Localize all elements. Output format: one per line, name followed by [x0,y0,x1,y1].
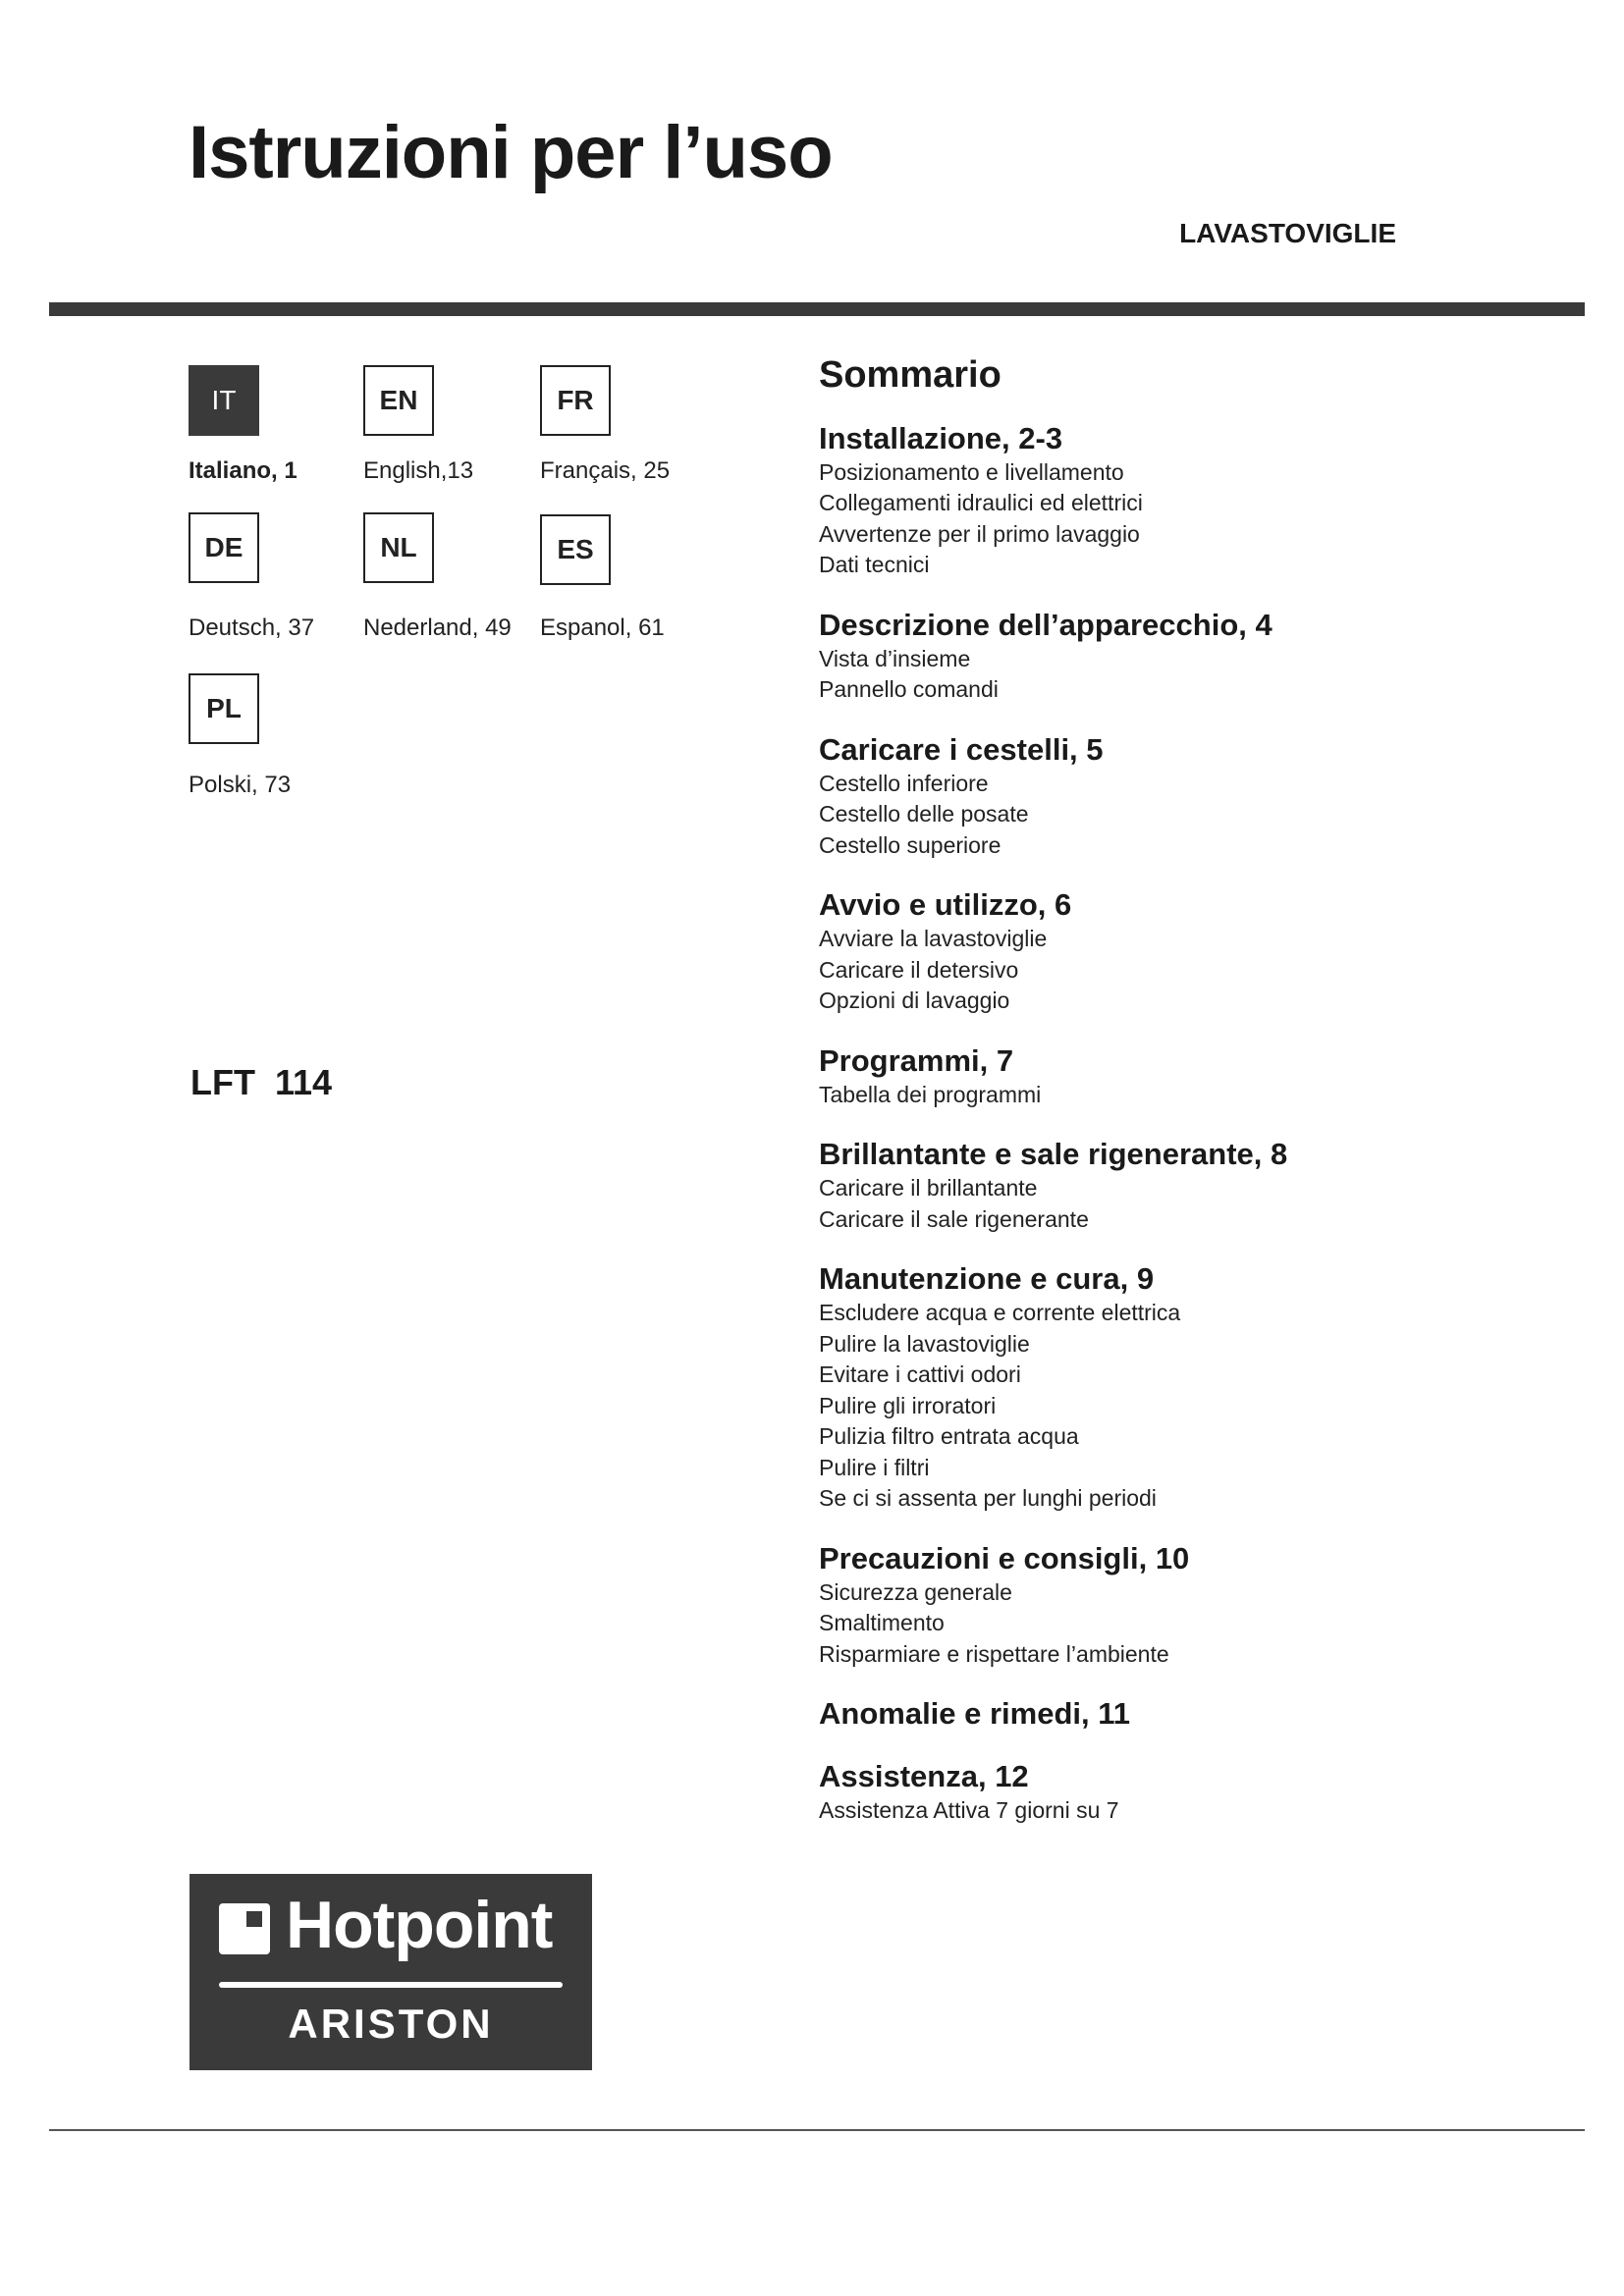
toc-section-title[interactable]: Manutenzione e cura, 9 [819,1261,1155,1297]
toc-section-programmi [819,1042,1565,1111]
toc-section-title[interactable]: Avvio e utilizzo, 6 [819,887,1072,923]
lang-box-de[interactable]: DE [189,512,259,583]
toc-item[interactable]: Risparmiare e rispettare l’ambiente [819,1640,1169,1667]
toc-item[interactable]: Avviare la lavastoviglie [819,926,1048,952]
toc-section-installazione [819,420,1565,581]
lang-label-fr[interactable]: Français, 25 [540,457,671,484]
lang-label-pl[interactable]: Polski, 73 [189,772,292,798]
logo-square-icon [219,1903,270,1954]
toc-item[interactable]: Posizionamento e livellamento [819,458,1124,485]
toc-section-title[interactable]: Brillantante e sale rigenerante, 8 [819,1137,1288,1172]
lang-box-es[interactable]: ES [540,514,611,585]
toc-item[interactable]: Pannello comandi [819,676,999,703]
table-of-contents [819,353,1565,1852]
toc-section-avvio [819,886,1565,1017]
toc-item[interactable]: Dati tecnici [819,552,930,578]
toc-item[interactable]: Caricare il detersivo [819,956,1019,983]
model-number: LFT 114 [190,1062,333,1102]
toc-section-assistenza [819,1758,1565,1827]
toc-item[interactable]: Pulire gli irroratori [819,1392,997,1418]
toc-item[interactable]: Collegamenti idraulici ed elettrici [819,490,1143,516]
bottom-divider [49,2129,1585,2131]
toc-item[interactable]: Cestello inferiore [819,770,989,796]
lang-box-pl[interactable]: PL [189,673,259,744]
logo-divider [219,1982,563,1988]
lang-label-en[interactable]: English,13 [363,457,474,484]
lang-box-fr[interactable]: FR [540,365,611,436]
toc-item[interactable]: Smaltimento [819,1610,945,1636]
toc-item[interactable]: Avvertenze per il primo lavaggio [819,520,1140,547]
toc-section-title[interactable]: Assistenza, 12 [819,1759,1029,1794]
toc-section-title[interactable]: Caricare i cestelli, 5 [819,731,1104,767]
toc-item[interactable]: Pulire i filtri [819,1454,930,1480]
lang-box-en[interactable]: EN [363,365,434,436]
toc-section-title[interactable]: Precauzioni e consigli, 10 [819,1540,1190,1575]
toc-heading: Sommario [819,354,1001,396]
logo-sub-text: ARISTON [288,2001,494,2047]
toc-item[interactable]: Caricare il brillantante [819,1175,1038,1201]
toc-item[interactable]: Assistenza Attiva 7 giorni su 7 [819,1797,1119,1824]
toc-section-title[interactable]: Anomalie e rimedi, 11 [819,1696,1131,1732]
toc-section-anomalie [819,1695,1565,1733]
lang-label-es[interactable]: Espanol, 61 [540,614,665,641]
logo-brand-text: Hotpoint [286,1888,553,1962]
toc-section-title[interactable]: Programmi, 7 [819,1042,1014,1078]
hotpoint-ariston-logo [189,1874,592,2070]
toc-item[interactable]: Pulire la lavastoviglie [819,1330,1030,1357]
lang-box-nl[interactable]: NL [363,512,434,583]
toc-item[interactable]: Tabella dei programmi [819,1081,1042,1107]
toc-item[interactable]: Vista d’insieme [819,645,971,671]
toc-section-title[interactable]: Installazione, 2-3 [819,420,1063,455]
lang-label-de[interactable]: Deutsch, 37 [189,614,315,641]
toc-section-precauzioni [819,1540,1565,1671]
lang-label-it[interactable]: Italiano, 1 [189,457,298,484]
toc-item[interactable]: Se ci si assenta per lunghi periodi [819,1485,1157,1512]
toc-item[interactable]: Cestello superiore [819,831,1001,858]
toc-item[interactable]: Caricare il sale rigenerante [819,1205,1089,1232]
toc-item[interactable]: Sicurezza generale [819,1578,1012,1605]
toc-item[interactable]: Evitare i cattivi odori [819,1362,1021,1388]
lang-box-it[interactable]: IT [189,365,259,436]
toc-section-brillantante [819,1136,1565,1235]
product-category: LAVASTOVIGLIE [1179,218,1396,248]
toc-section-title[interactable]: Descrizione dell’apparecchio, 4 [819,607,1272,642]
toc-section-cestelli [819,731,1565,862]
toc-item[interactable]: Cestello delle posate [819,801,1029,828]
document-title: Istruzioni per l’uso [189,111,833,194]
toc-item[interactable]: Opzioni di lavaggio [819,988,1010,1014]
top-divider [49,302,1585,316]
lang-label-nl[interactable]: Nederland, 49 [363,614,512,641]
toc-section-manutenzione [819,1260,1565,1515]
toc-item[interactable]: Pulizia filtro entrata acqua [819,1423,1079,1450]
toc-section-descrizione [819,607,1565,706]
toc-item[interactable]: Escludere acqua e corrente elettrica [819,1300,1181,1326]
